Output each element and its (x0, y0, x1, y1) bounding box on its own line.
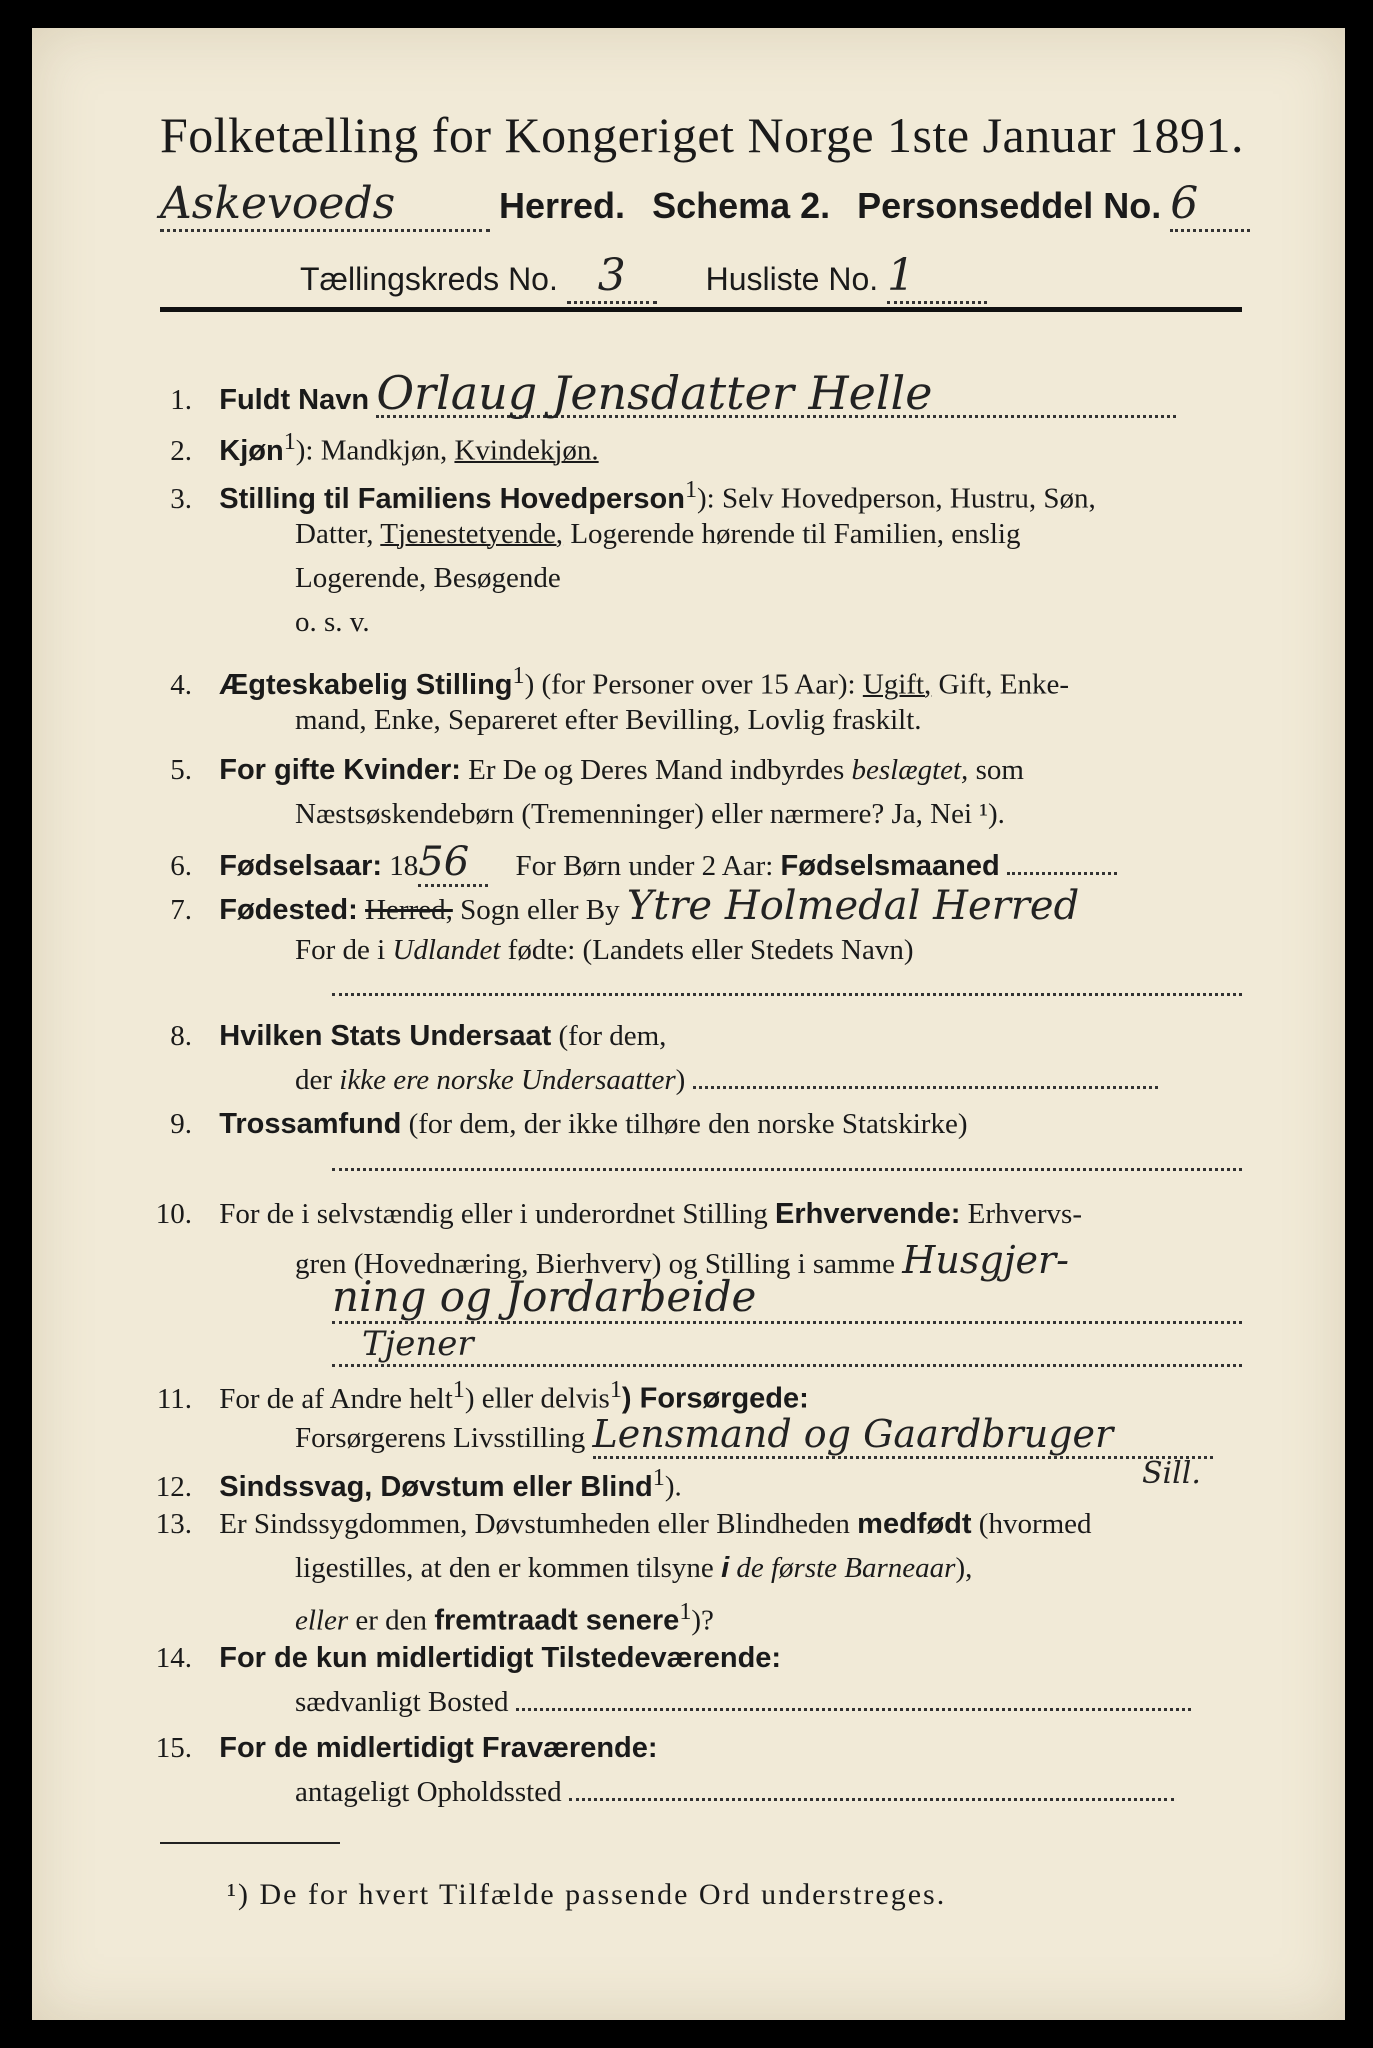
personseddel-label: Personseddel No. (857, 185, 1162, 226)
kreds-label: Tællingskreds No. (300, 261, 558, 297)
item-9 (132, 1102, 967, 1146)
item-12: 12. Sindssvag, Døvstum eller Blind$^1$). (132, 1456, 682, 1509)
citizenship-field (693, 1086, 1158, 1089)
item-number: 8. (170, 1020, 192, 1052)
item-13-line-2 (295, 1546, 972, 1590)
item-number: 13. (155, 1508, 192, 1540)
paren: ). (664, 1470, 682, 1503)
item-14 (132, 1636, 781, 1680)
item-2 (132, 420, 599, 473)
citizenship-text: (for dem, (558, 1020, 667, 1052)
census-form (32, 28, 1345, 2020)
later-label: fremtraadt senere (434, 1604, 680, 1637)
disability-label: Sindssvag, Døvstum eller Blind (219, 1470, 653, 1503)
religion-field (332, 1168, 1242, 1171)
occupation-value-3: Tjener (332, 1324, 1242, 1367)
item-3-line-2 (295, 512, 1021, 556)
struck-option: Herred, (365, 894, 453, 926)
birth-year-value: 56 (418, 840, 488, 887)
item-13-line-3: eller er den fremtraadt senere$^1$)? (295, 1598, 714, 1637)
supporter-value: Lensmand og Gaardbruger (593, 1412, 1213, 1459)
citizenship-text-2: der (295, 1064, 333, 1096)
congenital-or: eller (295, 1604, 349, 1637)
item-5 (132, 748, 1024, 792)
kinship-text: som (975, 754, 1024, 786)
item-8-line-2 (295, 1058, 1158, 1102)
married-women-label: For gifte Kvinder: (219, 754, 461, 786)
item-number: 11. (156, 1382, 192, 1415)
item-15-line-2 (295, 1770, 1174, 1814)
paren: )? (691, 1604, 714, 1637)
item-3: 3. Stilling til Familiens Hovedperson$^1$): Selv Hovedperson, Hustru, Søn, (132, 468, 1096, 521)
item-number: 15. (155, 1732, 192, 1764)
full-name-value: Orlaug Jensdatter Helle (376, 371, 1176, 418)
herred-value: Askevoeds (160, 178, 490, 232)
marital-text: ) (for Personer over 15 Aar): (524, 668, 856, 701)
marital-selected: Ugift, (862, 668, 932, 701)
sex-selected: Kvindekjøn. (454, 434, 599, 467)
item-number: 12. (155, 1470, 192, 1503)
kinship-question-2: Næstsøskendebørn (Tremenninger) eller nærmere? Ja, Nei ¹). (295, 798, 1005, 830)
footnote-mark: ¹) (227, 1878, 250, 1911)
citizenship-italic: ikke ere norske Undersaatter (339, 1064, 676, 1096)
position-options-2b: Logerende hørende til Familien, enslig (570, 518, 1021, 550)
item-8 (132, 1014, 666, 1058)
item-number: 9. (170, 1108, 192, 1140)
congenital-text-2: ligestilles, at den er kommen tilsyne (295, 1552, 714, 1584)
supported-text-b: ) eller delvis (464, 1382, 610, 1415)
item-number: 1. (170, 384, 192, 416)
kinship-word: beslægtet, (851, 754, 969, 786)
birth-year-prefix: 18 (389, 850, 419, 882)
supported-label: ) Forsørgede: (621, 1382, 809, 1415)
occupation-text-2: gren (Hovednæring, Bierhverv) og Stilling i samme (295, 1248, 896, 1280)
item-number: 14. (155, 1642, 192, 1674)
item-number: 5. (170, 754, 192, 786)
item-11: 11. For de af Andre helt$^1$) eller delvis$^1$) Forsørgede: (132, 1368, 809, 1421)
item-14-line-2 (295, 1680, 1191, 1724)
item-11-line-2 (295, 1412, 1213, 1460)
marital-options-1: Gift, Enke- (938, 668, 1070, 701)
usual-residence-label: sædvanligt Bosted (295, 1686, 509, 1718)
footnote-ref: 1 (283, 428, 296, 455)
supporter-label: Forsørgerens Livsstilling (295, 1422, 586, 1454)
position-options-3: Logerende, Besøgende (295, 562, 561, 594)
position-options-2a: Datter, (295, 518, 374, 550)
occupation-value-2: ning og Jordarbeide (332, 1272, 1242, 1324)
marital-options-2: mand, Enke, Separeret efter Bevilling, Lovlig fraskilt. (295, 704, 922, 736)
infant-text: For Børn under 2 Aar: (515, 850, 774, 882)
kinship-question: Er De og Deres Mand indbyrdes (468, 754, 845, 786)
congenital-italic: de første Barneaar (736, 1552, 956, 1584)
herred-label: Herred. (499, 185, 626, 226)
abroad-text-a: For de i (295, 934, 386, 966)
position-options-4: o. s. v. (295, 606, 370, 638)
position-options-1: ): Selv Hovedperson, Hustru, Søn, (697, 482, 1096, 515)
item-6 (132, 840, 1117, 888)
abroad-word: Udlandet (392, 934, 501, 966)
header-line-2 (300, 250, 987, 304)
sex-label: Kjøn (219, 434, 284, 467)
abroad-text-b: fødte: (Landets eller Stedets Navn) (507, 934, 914, 966)
item-7 (132, 884, 1079, 932)
kreds-value: 3 (567, 250, 657, 304)
header-rule (160, 307, 1242, 312)
item-number: 2. (170, 434, 192, 467)
supported-text: For de af Andre helt (219, 1382, 453, 1415)
birthplace-label: Fødested: (219, 894, 358, 926)
footnote-rule (160, 1842, 340, 1844)
temporary-absent-label: For de midlertidigt Fraværende: (219, 1732, 658, 1764)
paren: ) (675, 1064, 686, 1096)
occupation-value-1: Husgjer- (902, 1238, 1070, 1282)
position-selected: Tjenestetyende, (380, 518, 564, 550)
item-4: 4. Ægteskabelig Stilling$^1$) (for Personer over 15 Aar): Ugift, Gift, Enke- (132, 654, 1069, 707)
personseddel-value: 6 (1170, 178, 1250, 232)
sex-options: ): Mandkjøn, (295, 434, 448, 467)
birth-month-label: Fødselsmaaned (780, 850, 1000, 882)
religion-label: Trossamfund (219, 1108, 402, 1140)
birthplace-options: Sogn eller By (460, 894, 620, 926)
temporary-present-label: For de kun midlertidigt Tilstedeværende: (219, 1642, 782, 1674)
item-number: 3. (170, 482, 192, 515)
religion-text: (for dem, der ikke tilhøre den norske Statskirke) (408, 1108, 968, 1140)
item-7-line-2 (295, 928, 914, 972)
congenital-text-b: (hvormed (978, 1508, 1092, 1540)
congenital-text-3: er den (355, 1604, 428, 1637)
probable-residence-label: antageligt Opholdssted (295, 1776, 562, 1808)
occupation-text: For de i selvstændig eller i underordnet Stilling (219, 1198, 768, 1230)
item-number: 7. (170, 894, 192, 926)
congenital-label: medfødt (857, 1508, 972, 1540)
item-13 (132, 1502, 1092, 1546)
marital-label: Ægteskabelig Stilling (219, 668, 513, 701)
footnote (227, 1878, 946, 1912)
item-15 (132, 1726, 658, 1770)
abroad-field (332, 993, 1242, 996)
husliste-value: 1 (887, 250, 987, 304)
husliste-label: Husliste No. (705, 261, 879, 297)
schema-label: Schema 2. (652, 185, 831, 226)
item-10 (132, 1192, 1082, 1236)
form-title: Folketælling for Kongeriget Norge 1ste Januar 1891. (159, 107, 1245, 163)
occupation-text-b: Erhvervs- (967, 1198, 1082, 1230)
occupation-label: Erhvervende: (775, 1198, 961, 1230)
congenital-i: i (721, 1552, 730, 1584)
position-label: Stilling til Familiens Hovedperson (219, 482, 685, 515)
supporter-value-2: Sill. (1142, 1456, 1201, 1491)
full-name-label: Fuldt Navn (219, 384, 370, 416)
header-line-1 (160, 178, 1240, 232)
paren: ), (955, 1552, 973, 1584)
item-number: 10. (155, 1198, 192, 1230)
birth-year-label: Fødselsaar: (219, 850, 383, 882)
footnote-text: De for hvert Tilfælde passende Ord understreges. (259, 1878, 947, 1911)
probable-residence-field (569, 1798, 1174, 1801)
item-1 (132, 366, 1176, 422)
item-number: 4. (170, 668, 192, 701)
congenital-text: Er Sindssygdommen, Døvstumheden eller Blindheden (219, 1508, 850, 1540)
citizenship-label: Hvilken Stats Undersaat (219, 1020, 552, 1052)
item-number: 6. (170, 850, 192, 882)
usual-residence-field (516, 1708, 1191, 1711)
birth-month-field (1007, 872, 1117, 875)
birthplace-value: Ytre Holmedal Herred (626, 883, 1080, 929)
